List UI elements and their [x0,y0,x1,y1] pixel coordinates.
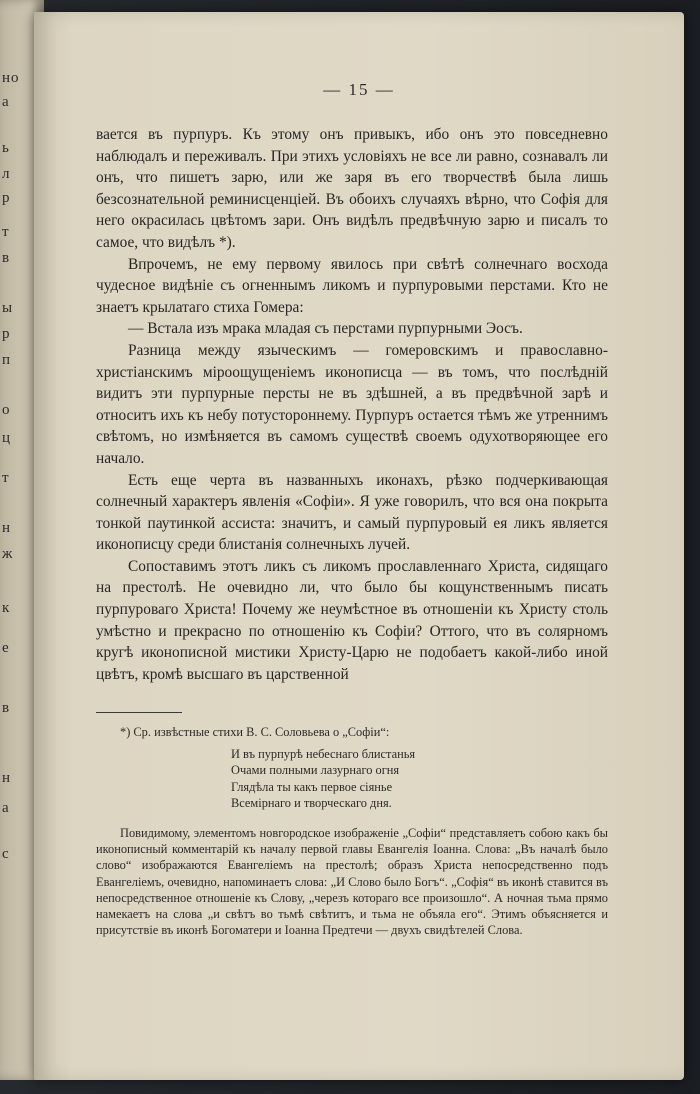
poem-line: Очами полными лазурнаго огня [231,763,400,778]
footnote [96,724,608,938]
adjacent-page-fragment: с [2,846,10,862]
paragraph: Разница между языческимъ — гомеровскимъ и православно-христіанскимъ міроощущеніемъ иконописца — въ томъ, что послѣдній видитъ эти пурпурные персты не въ здѣшней, а въ предвѣчной зарѣ и относитъ ихъ къ небу потустороннему. Пурпуръ остается тѣмъ же утреннимъ свѣтомъ, но измѣняется въ самомъ существѣ своемъ одухотворяющее его начало. [96,341,608,467]
paragraph-continued: вается въ пурпуръ. Къ этому онъ привыкъ, ибо онъ это повседневно наблюдалъ и переживалъ. При этихъ условіяхъ не все ли равно, сознавалъ ли онъ, что пишетъ зарю, или же заря въ его творчествѣ была лишь безсознательной реминисценціей. Въ обоихъ случаяхъ вѣрно, что Софія для него окрасилась цвѣтомъ зари. Онъ видѣлъ предвѣчную зарю и писалъ то самое, что видѣлъ *). [96,126,608,251]
adjacent-page-fragment: н [2,770,12,786]
poem-line: Всемірнаго и творческаго дня. [231,795,392,810]
adjacent-page-fragment: ж [2,546,14,562]
footnote-lead: *) Ср. извѣстные стихи В. С. Соловьева о „Софіи“: [120,725,390,739]
poem-line: Глядѣла ты какъ первое сіянье [231,779,393,794]
adjacent-page-fragment: т [2,470,10,486]
adjacent-page-fragment: в [2,700,11,716]
poem-line: И въ пурпурѣ небеснаго блистанья [231,747,416,762]
adjacent-page-fragment: но [2,70,20,86]
adjacent-page-fragment: о [2,402,11,418]
paragraph: Впрочемъ, не ему первому явилось при свѣтѣ солнечнаго восхода чудесное видѣніе съ огненнымъ ликомъ и пурпуровыми перстами. Кто не знаетъ крылатаго стиха Гомера: [96,255,608,316]
adjacent-page-fragment: ы [2,300,14,316]
adjacent-page-fragment: к [2,600,11,616]
paragraph: Сопоставимъ этотъ ликъ съ ликомъ прославленнаго Христа, сидящаго на престолѣ. Не очевидно ли, что было бы кощунственнымъ писать пурпуроваго Христа! Почему же неумѣстное въ отношеніи къ Христу столь умѣстно и прекрасно по отношенію къ Софіи? Оттого, что въ солярномъ кругѣ иконописной мистики Христу-Царю не подобаетъ какой-либо иной цвѣтъ, кромѣ высшаго въ царственной [96,557,608,683]
body-text [96,124,608,685]
book-page [34,12,684,1080]
adjacent-page-fragment: л [2,166,11,182]
homer-quote: — Встала изъ мрака младая съ перстами пурпурными Эосъ. [128,320,523,338]
adjacent-page-fragment: н [2,520,12,536]
adjacent-page-fragment: ь [2,140,10,156]
adjacent-page-fragment: а [2,94,10,110]
footnote-divider [96,712,182,713]
adjacent-page-fragment: р [2,326,11,342]
page-number: — 15 — [323,80,395,99]
adjacent-page-fragment: р [2,190,11,206]
adjacent-page-fragment: е [2,640,10,656]
footnote-paragraph: Повидимому, элементомъ новгородское изображеніе „Софіи“ представляетъ собою какъ бы иконописный комментарій къ началу первой главы Евангелія Іоанна. Слова: „Въ началѣ было слово“ изображаются Евангеліемъ на престолѣ; образъ Христа непосредственно подъ Евангеліемъ, очевидно, напоминаетъ слова: „И Слово было Богъ“. „Софія“ въ иконѣ ставится въ непосредственное отношеніе къ Слову, „черезъ котораго все произошло“. А ночная тьма прямо намекаетъ на слова „и свѣтъ во тьмѣ свѣтитъ, и тьма не объяла его“. Этимъ объясняется и присутствіе въ иконѣ Богоматери и Іоанна Предтечи — двухъ свидѣтелей Слова. [96,826,608,938]
paragraph: Есть еще черта въ названныхъ иконахъ, рѣзко подчеркивающая солнечный характеръ явленія «Софіи». Я уже говорилъ, что вся она покрыта тонкой паутинкой ассиста: значитъ, и самый пурпуровый ея ликъ является иконописцу среди блистанія солнечныхъ лучей. [96,471,608,554]
footnote-poem [231,746,608,811]
adjacent-page-fragment: т [2,224,10,240]
adjacent-page-fragment: в [2,250,11,266]
adjacent-page-fragment: п [2,352,12,368]
adjacent-page-fragment: а [2,800,10,816]
adjacent-page-fragment: ц [2,430,12,446]
